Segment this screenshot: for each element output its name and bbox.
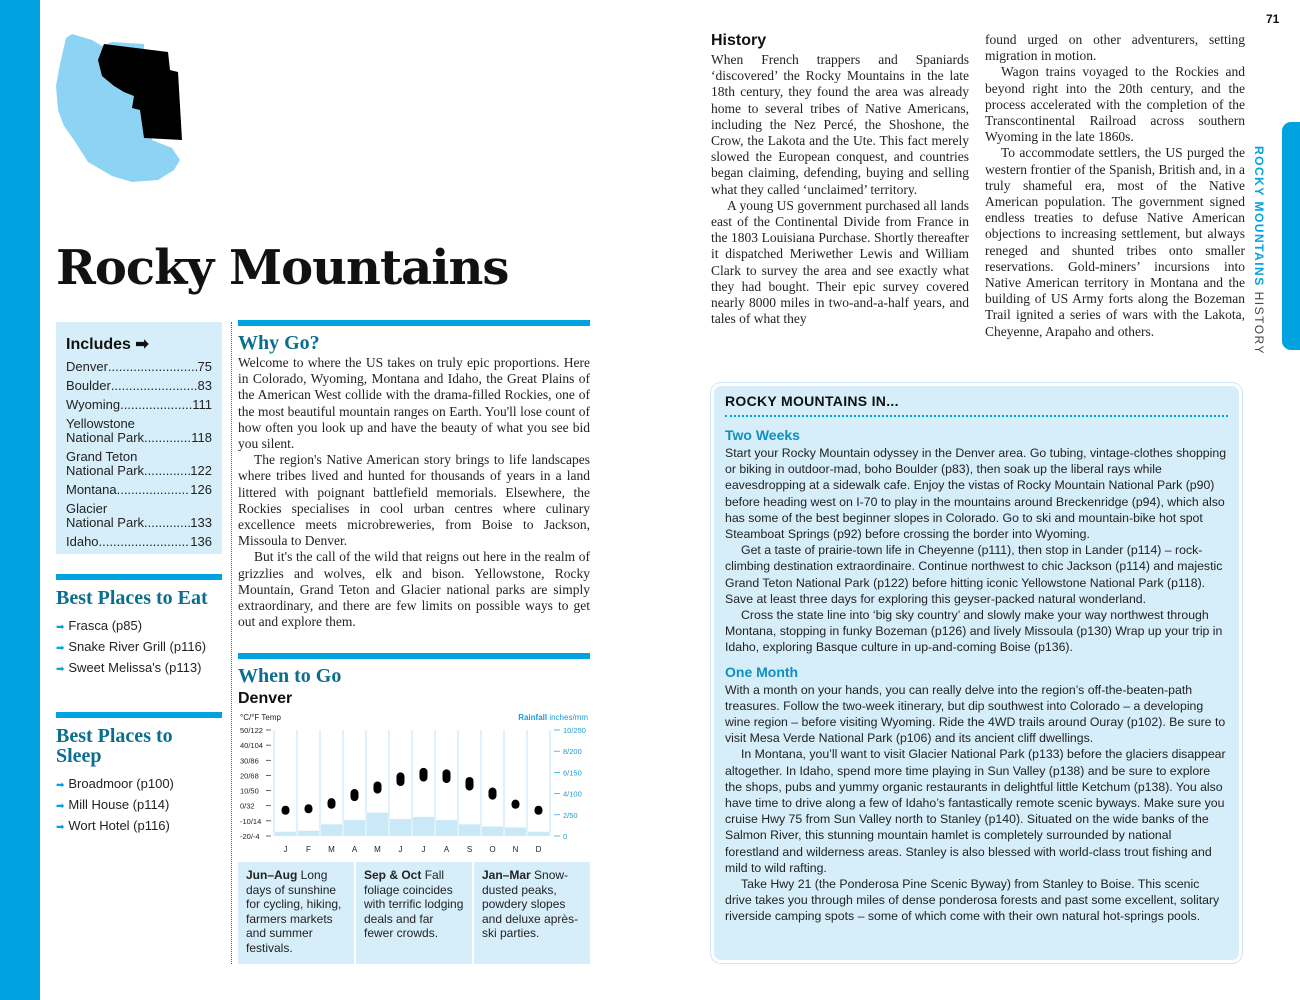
itineraries-box	[711, 383, 1242, 963]
why-go-text	[238, 355, 590, 630]
includes-item-name: National Park	[66, 463, 145, 478]
climate-chart-svg	[238, 712, 590, 858]
paragraph: In Montana, you’ll want to visit Glacier National Park (p133) before the glaciers disappear altogether. In Idaho, spend more time playing in Sun Valley (p138) and be sure to explore the shops, pubs and yummy organic restaurants in delightful little Ketchum (p138). You also have time to drive along a few of Idaho’s fantastically remote scenic byways. Make sure you cruise Hwy 75 from Sun Valley north to Stanley (p140). Situated on the wide banks of the Salmon River, this stunning mountain hamlet is completely surrounded by national forestland and wilderness areas. Stanley is also blessed with world-class trout fishing and mild to wild rafting.	[725, 747, 1226, 875]
leader-dots	[108, 360, 198, 374]
paragraph: Cross the state line into ‘big sky country’ and slowly make your way northwest through Montana, stopping in funky Bozeman (p126) and lively Missoula (p130) Wrap up your trip in Idaho, exploring Basque culture in up-and-coming Boise (p136).	[725, 608, 1223, 655]
season-note	[356, 862, 474, 964]
includes-item-row	[66, 360, 212, 374]
includes-item-row	[66, 431, 212, 445]
best-sleep-section	[56, 712, 222, 839]
includes-item	[66, 398, 212, 412]
paragraph: The region's Native American story brings to life landscapes where tribes lived and hunted for thousands of years in a land littered with poignant battlefield memorials. Elsewhere, the Rockies specialises in cool urban centres where culinary excellence meets microbreweries, from Boise to Jackson, Missoula to Denver.	[238, 452, 590, 549]
includes-item-page: 111	[192, 397, 212, 412]
leader-dots	[144, 464, 190, 478]
includes-item-page: 133	[190, 515, 212, 530]
eat-list-item	[56, 639, 222, 654]
rainfall-bar	[459, 824, 480, 836]
rain-axis-label-bold: Rainfall	[518, 713, 548, 722]
eat-item-label: Frasca (p85)	[68, 618, 143, 633]
leader-dots	[144, 431, 191, 445]
rainfall-bar	[482, 826, 503, 836]
includes-item-name: Montana.	[66, 482, 121, 497]
sleep-item-label: Mill House (p114)	[68, 797, 170, 812]
temperature-range-bar	[535, 806, 543, 815]
sleep-list-item	[56, 818, 222, 833]
arrow-right-icon: ➡	[56, 622, 65, 633]
temperature-range-bar	[351, 789, 359, 801]
chapter-side-label	[1252, 146, 1266, 355]
history-col-2	[985, 32, 1245, 340]
temperature-range-bar	[420, 768, 428, 782]
month-label: M	[374, 845, 381, 854]
temp-tick-label: 40/104	[240, 741, 263, 751]
month-label: O	[489, 845, 496, 854]
arrow-right-icon: ➡	[56, 664, 65, 675]
history-heading: History	[711, 32, 767, 49]
history-col-1	[711, 32, 969, 327]
includes-list	[66, 360, 212, 549]
rain-axis-label	[518, 713, 588, 722]
temp-tick-label: 30/86	[240, 756, 259, 766]
temp-tick-label: 0/32	[240, 801, 255, 811]
eat-list-item	[56, 660, 222, 675]
includes-heading: Includes ➡	[66, 336, 149, 353]
rainfall-bar	[436, 820, 457, 836]
locator-map	[52, 30, 182, 185]
paragraph: With a month on your hands, you can really delve into the region’s off-the-beaten-path treasures. Follow the two-week itinerary, but dip southwest into Colorado – a developing wine region – before visiting Wyoming. Ride the 4WD trails around Ouray (p102). Be sure to visit Mesa Verde National Park (p106) and its ancient cliff dwellings.	[725, 682, 1226, 746]
leader-dots	[120, 483, 190, 497]
temp-tick-label: -10/14	[240, 816, 262, 826]
arrow-right-icon: ➡	[56, 801, 65, 812]
includes-item-name: Idaho	[66, 534, 99, 549]
leader-dots	[111, 379, 198, 393]
temp-tick-label: -20/-4	[240, 832, 260, 841]
includes-item-name: Yellowstone	[66, 416, 135, 431]
rainfall-bar	[298, 831, 319, 836]
temperature-range-bar	[466, 777, 474, 791]
left-color-bar	[0, 0, 40, 1000]
leader-dots	[120, 398, 192, 412]
includes-item-name: Grand Teton	[66, 449, 138, 464]
includes-item-page: 75	[197, 359, 212, 374]
rain-tick-label: 2/50	[563, 810, 578, 820]
history-text-2	[985, 32, 1245, 340]
rain-tick-label: 10/250	[563, 726, 586, 735]
page-title: Rocky Mountains	[56, 240, 509, 296]
month-label: A	[351, 845, 358, 854]
includes-item-name: Wyoming	[66, 397, 121, 412]
arrow-right-icon: ➡	[56, 822, 65, 833]
eat-item-label: Sweet Melissa's (p113)	[68, 660, 202, 675]
page-number: 71	[1266, 12, 1280, 26]
includes-item-name: National Park	[66, 430, 145, 445]
temp-tick-label: 10/50	[240, 786, 259, 796]
arrow-right-icon: ➡	[56, 643, 65, 654]
sleep-item-label: Wort Hotel (p116)	[68, 818, 170, 833]
temperature-range-bar	[282, 806, 290, 815]
includes-item-name: Denver	[66, 359, 108, 374]
rainfall-bar	[344, 820, 365, 836]
includes-item-page: 122	[190, 463, 212, 478]
paragraph: A young US government purchased all lands east of the Continental Divide from France in the 1803 Louisiana Purchase. Shortly thereafter it dispatched Meriwether Lewis and William Clark to survey the area and see exactly what they had bought. Their epic survey covered nearly 8000 miles in two-and-a-half years, and tales of what they	[711, 197, 969, 327]
month-label: A	[443, 845, 450, 854]
one-month-text	[725, 682, 1228, 925]
history-text-1	[711, 52, 969, 327]
itineraries-heading: ROCKY MOUNTAINS IN...	[725, 393, 1228, 417]
paragraph: Get a taste of prairie-town life in Cheyenne (p111), then stop in Lander (p114) – rock-climbing destination extraordinaire. Continue northwest to chic Jackson (p114) and majestic Grand Teton National Park (p122) before hitting iconic Yellowstone National Park (p118). Save at least three days for exploring this geyser-packed natural wonderland.	[725, 543, 1223, 606]
includes-item-row	[66, 483, 212, 497]
rainfall-bar	[413, 817, 434, 836]
month-label: D	[535, 845, 542, 854]
includes-item	[66, 535, 212, 549]
season-note	[238, 862, 356, 964]
includes-item-name: Boulder	[66, 378, 111, 393]
includes-item-page: 118	[191, 430, 212, 445]
includes-item	[66, 360, 212, 374]
two-weeks-text	[725, 445, 1228, 656]
temperature-range-bar	[443, 769, 451, 783]
column-divider	[231, 322, 232, 964]
side-label-sub: HISTORY	[1252, 291, 1266, 355]
season-text: Long days of sunshine for cycling, hiking, farmers markets and summer festivals.	[246, 868, 342, 955]
temp-tick-label: 50/122	[240, 726, 263, 735]
why-go-section	[238, 320, 590, 630]
includes-item	[66, 502, 212, 530]
one-month-heading: One Month	[725, 663, 799, 680]
rain-tick-label: 0	[563, 832, 568, 841]
month-label: J	[283, 845, 288, 854]
paragraph: Start your Rocky Mountain odyssey in the Denver area. Go tubing, vintage-clothes shopping or biking in outdoor-mad, boho Boulder (p83), then soak up the liberal rays while eavesdropping at a sidewalk cafe. Enjoy the vistas of Rocky Mountain National Park (p90) before heading west on I-70 to play in the mountains around Breckenridge (p94), which also has some of the best beginner slopes in Colorado. Go to ski and mountain-bike hot spot Steamboat Springs (p92) before crossing the border into Wyoming.	[725, 446, 1227, 542]
includes-item	[66, 379, 212, 393]
paragraph: Take Hwy 21 (the Ponderosa Pine Scenic Byway) from Stanley to Boise. This scenic drive takes you through miles of dense ponderosa forests and past some excellent, solitary riverside camping spots – some of which come with their own natural hot-springs pools.	[725, 877, 1220, 924]
rainfall-bar	[390, 819, 411, 836]
rainfall-bar	[505, 828, 526, 836]
side-label-main: ROCKY MOUNTAINS	[1252, 146, 1266, 287]
season-period: Jun–Aug	[246, 868, 298, 882]
includes-item-row	[66, 464, 212, 478]
paragraph: Wagon trains voyaged to the Rockies and beyond right into the 20th century, and the process accelerated with the completion of the Transcontinental Railroad across southern Wyoming in the late 1860s.	[985, 64, 1245, 145]
section-rule	[238, 320, 590, 326]
includes-item	[66, 417, 212, 445]
section-rule	[238, 653, 590, 659]
rain-tick-label: 6/150	[563, 768, 582, 778]
one-month-block	[725, 664, 1228, 925]
rainfall-bar	[528, 832, 549, 836]
best-eat-heading: Best Places to Eat	[56, 587, 208, 609]
leader-dots	[99, 535, 191, 549]
rain-tick-label: 8/200	[563, 747, 582, 757]
season-text: Snow-dusted peaks, powdery slopes and deluxe après-ski parties.	[482, 868, 579, 940]
temperature-range-bar	[328, 798, 336, 809]
includes-item-row	[66, 379, 212, 393]
arrow-right-icon: ➡	[56, 780, 65, 791]
paragraph: When French trappers and Spaniards ‘discovered’ the Rocky Mountains in the late 18th century, they found the area was already home to several tribes of Native Americans, including the Nez Percé, the Shoshone, the Crow, the Lakota and the Ute. This fact merely slowed the European conquest, and countries began claiming, defending, buying and selling what they called ‘unclaimed’ territory.	[711, 52, 969, 197]
seasons-panel	[238, 862, 590, 964]
chart-city-title: Denver	[238, 690, 293, 707]
two-weeks-block	[725, 427, 1228, 656]
temperature-range-bar	[512, 800, 520, 809]
temperature-range-bar	[489, 788, 497, 800]
month-label: J	[398, 845, 403, 854]
sleep-item-label: Broadmoor (p100)	[68, 776, 174, 791]
temperature-range-bar	[305, 804, 313, 813]
includes-item-name: Glacier	[66, 501, 108, 516]
includes-item	[66, 450, 212, 478]
month-label: M	[328, 845, 335, 854]
best-eat-list	[56, 618, 222, 675]
sleep-list-item	[56, 797, 222, 812]
eat-item-label: Snake River Grill (p116)	[68, 639, 207, 654]
season-note	[474, 862, 590, 964]
paragraph: Welcome to where the US takes on truly epic proportions. Here in Colorado, Wyoming, Montana and Idaho, the Great Plains of the American West collide with the drama-filled Rockies, one of the most beautiful mountain ranges on Earth. You'll lose count of how often you look up and have the beauty of what you see bid you silent.	[238, 355, 590, 452]
eat-list-item	[56, 618, 222, 633]
climate-chart	[238, 690, 590, 858]
includes-item-row	[66, 398, 212, 412]
paragraph: found urged on other adventurers, setting migration in motion.	[985, 32, 1245, 64]
season-period: Sep & Oct	[364, 868, 422, 882]
season-period: Jan–Mar	[482, 868, 531, 882]
temp-tick-label: 20/68	[240, 771, 259, 781]
includes-item-page: 136	[190, 534, 212, 549]
why-go-heading: Why Go?	[238, 332, 320, 354]
includes-item-page: 83	[197, 378, 212, 393]
includes-item-page: 126	[190, 482, 212, 497]
best-eat-section	[56, 574, 222, 681]
when-to-go-heading: When to Go	[238, 665, 342, 687]
paragraph: But it's the call of the wild that reigns out here in the realm of grizzlies and wolves, elk and bison. Yellowstone, Rocky Mountain, Grand Teton and Glacier national parks are simply extraordinary, and there are few limits on possible ways to get out and explore them.	[238, 549, 590, 630]
rainfall-bar	[367, 813, 388, 836]
season-text: Fall foliage coincides with terrific lodging deals and far fewer crowds.	[364, 868, 464, 940]
rain-tick-label: 4/100	[563, 789, 582, 799]
includes-item-name: National Park	[66, 515, 145, 530]
month-label: N	[512, 845, 519, 854]
temperature-range-bar	[374, 781, 382, 793]
temp-axis-label: °C/°F Temp	[240, 713, 281, 722]
temperature-range-bar	[397, 772, 405, 786]
month-label: S	[466, 845, 473, 854]
paragraph: To accommodate settlers, the US purged the western frontier of the Spanish, British and, in a truly shameful era, most of the Native American population. The government signed endless treaties to defuse Native American objections to increasing settlement, but always reneged and shunted tribes onto smaller reservations. Gold-miners’ incursions into Native American territory in Montana and the building of US Army forts along the Bozeman Trail ignited a series of wars with the Lakota, Cheyenne, Arapaho and others.	[985, 145, 1245, 339]
best-sleep-heading: Best Places to Sleep	[56, 725, 173, 767]
includes-item	[66, 483, 212, 497]
arrow-right-icon: ➡	[135, 336, 149, 353]
month-label: F	[306, 845, 311, 854]
rainfall-bar	[321, 824, 342, 836]
when-to-go-section	[238, 653, 590, 688]
two-weeks-heading: Two Weeks	[725, 427, 800, 443]
includes-item-row	[66, 516, 212, 530]
best-sleep-list	[56, 776, 222, 833]
rainfall-bar	[275, 832, 296, 836]
rain-axis-label-unit: inches/mm	[547, 713, 588, 722]
includes-box	[56, 322, 222, 554]
leader-dots	[144, 516, 190, 530]
chapter-tab	[1282, 122, 1300, 350]
sleep-list-item	[56, 776, 222, 791]
month-label: J	[421, 845, 426, 854]
includes-item-row	[66, 535, 212, 549]
